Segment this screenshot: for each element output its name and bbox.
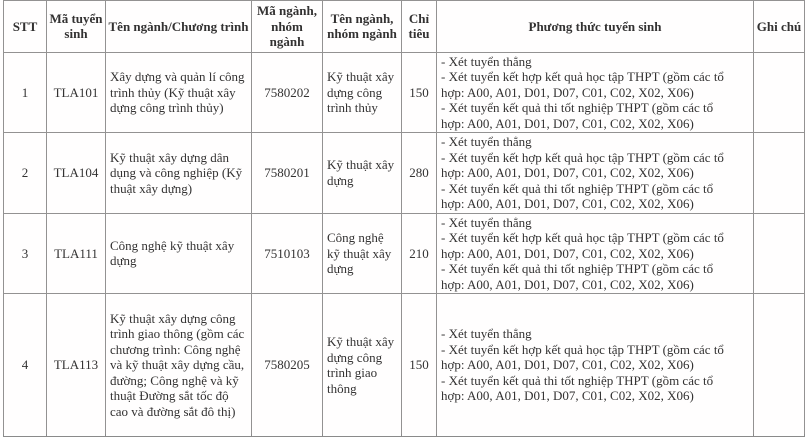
pt-line: hợp: A00, A01, D01, D07, C01, C02, X02, X06) bbox=[441, 388, 694, 404]
cell-nhom: Kỹ thuật xây dựng công trình thủy bbox=[323, 52, 402, 133]
table-row bbox=[4, 133, 805, 214]
pt-line: - Xét tuyển kết hợp kết quả học tập THPT (gồm các tổ bbox=[441, 149, 724, 165]
admissions-table bbox=[3, 0, 805, 437]
cell-stt: 2 bbox=[4, 133, 47, 214]
cell-ten: Kỹ thuật xây dựng dân dụng và công nghiệp (Kỹ thuật xây dựng) bbox=[106, 133, 252, 214]
cell-ghi-chu bbox=[754, 133, 805, 214]
cell-ten: Công nghệ kỹ thuật xây dựng bbox=[106, 213, 252, 294]
pt-line: - Xét tuyển kết quả thi tốt nghiệp THPT (gồm các tổ bbox=[441, 100, 714, 115]
header-stt: STT bbox=[4, 1, 47, 53]
pt-line: - Xét tuyển kết hợp kết quả học tập THPT (gồm các tổ bbox=[441, 341, 724, 357]
pt-line: - Xét tuyển kết hợp kết quả học tập THPT (gồm các tổ bbox=[441, 69, 724, 84]
cell-ma-nganh: 7580202 bbox=[252, 52, 323, 133]
header-ghi-chu: Ghi chú bbox=[754, 1, 805, 53]
cell-ghi-chu bbox=[754, 52, 805, 133]
cell-ma-nganh: 7580201 bbox=[252, 133, 323, 214]
cell-phuong-thuc bbox=[437, 294, 754, 437]
pt-line: hợp: A00, A01, D01, D07, C01, C02, X02, X06) bbox=[441, 276, 694, 292]
cell-ma: TLA101 bbox=[47, 52, 106, 133]
pt-line: - Xét tuyển kết quả thi tốt nghiệp THPT (gồm các tổ bbox=[441, 180, 714, 196]
cell-chi-tieu: 210 bbox=[402, 213, 437, 294]
cell-ma-nganh: 7510103 bbox=[252, 213, 323, 294]
cell-nhom: Kỹ thuật xây dựng bbox=[323, 133, 402, 214]
header-row bbox=[4, 1, 805, 53]
cell-ma: TLA104 bbox=[47, 133, 106, 214]
cell-stt: 4 bbox=[4, 294, 47, 437]
cell-stt: 1 bbox=[4, 52, 47, 133]
cell-ghi-chu bbox=[754, 213, 805, 294]
cell-nhom: Công nghệ kỹ thuật xây dựng bbox=[323, 213, 402, 294]
cell-ma: TLA113 bbox=[47, 294, 106, 437]
header-ten-nganh: Tên ngành/Chương trình bbox=[106, 1, 252, 53]
pt-line: hợp: A00, A01, D01, D07, C01, C02, X02, X06) bbox=[441, 84, 694, 100]
cell-chi-tieu: 150 bbox=[402, 52, 437, 133]
pt-line: - Xét tuyển thẳng bbox=[441, 134, 532, 149]
header-chi-tieu: Chỉ tiêu bbox=[402, 1, 437, 53]
cell-ten: Kỹ thuật xây dựng công trình giao thông (gồm các chương trình: Công nghệ và kỹ thuật xây dựng cầu, đường; Công nghệ và kỹ thuật Đường sắt tốc độ cao và đường sắt đô thị) bbox=[106, 294, 252, 437]
pt-line: hợp: A00, A01, D01, D07, C01, C02, X02, X06) bbox=[441, 245, 694, 261]
cell-ma: TLA111 bbox=[47, 213, 106, 294]
cell-chi-tieu: 150 bbox=[402, 294, 437, 437]
cell-phuong-thuc bbox=[437, 52, 754, 133]
pt-line: hợp: A00, A01, D01, D07, C01, C02, X02, X06) bbox=[441, 115, 694, 131]
cell-ghi-chu bbox=[754, 294, 805, 437]
cell-ten: Xây dựng và quản lí công trình thủy (Kỹ thuật xây dựng công trình thủy) bbox=[106, 52, 252, 133]
cell-stt: 3 bbox=[4, 213, 47, 294]
pt-line: - Xét tuyển kết quả thi tốt nghiệp THPT (gồm các tổ bbox=[441, 372, 714, 388]
pt-line: hợp: A00, A01, D01, D07, C01, C02, X02, X06) bbox=[441, 165, 694, 180]
header-phuong-thuc: Phương thức tuyển sinh bbox=[437, 1, 754, 53]
header-ma-nganh: Mã ngành, nhóm ngành bbox=[252, 1, 323, 53]
table-row bbox=[4, 213, 805, 294]
cell-phuong-thuc bbox=[437, 213, 754, 294]
header-ma-tuyen-sinh: Mã tuyển sinh bbox=[47, 1, 106, 53]
pt-line: - Xét tuyển thẳng bbox=[441, 214, 532, 230]
header-ten-nhom: Tên ngành, nhóm ngành bbox=[323, 1, 402, 53]
cell-nhom: Kỹ thuật xây dựng công trình giao thông bbox=[323, 294, 402, 437]
table-row bbox=[4, 52, 805, 133]
cell-phuong-thuc bbox=[437, 133, 754, 214]
pt-line: - Xét tuyển thẳng bbox=[441, 53, 532, 69]
pt-line: hợp: A00, A01, D01, D07, C01, C02, X02, X06) bbox=[441, 196, 694, 211]
cell-ma-nganh: 7580205 bbox=[252, 294, 323, 437]
pt-line: - Xét tuyển kết quả thi tốt nghiệp THPT (gồm các tổ bbox=[441, 261, 714, 276]
cell-chi-tieu: 280 bbox=[402, 133, 437, 214]
pt-line: hợp: A00, A01, D01, D07, C01, C02, X02, X06) bbox=[441, 357, 694, 373]
pt-line: - Xét tuyển thẳng bbox=[441, 326, 532, 342]
table-row bbox=[4, 294, 805, 437]
pt-line: - Xét tuyển kết hợp kết quả học tập THPT (gồm các tổ bbox=[441, 230, 724, 245]
